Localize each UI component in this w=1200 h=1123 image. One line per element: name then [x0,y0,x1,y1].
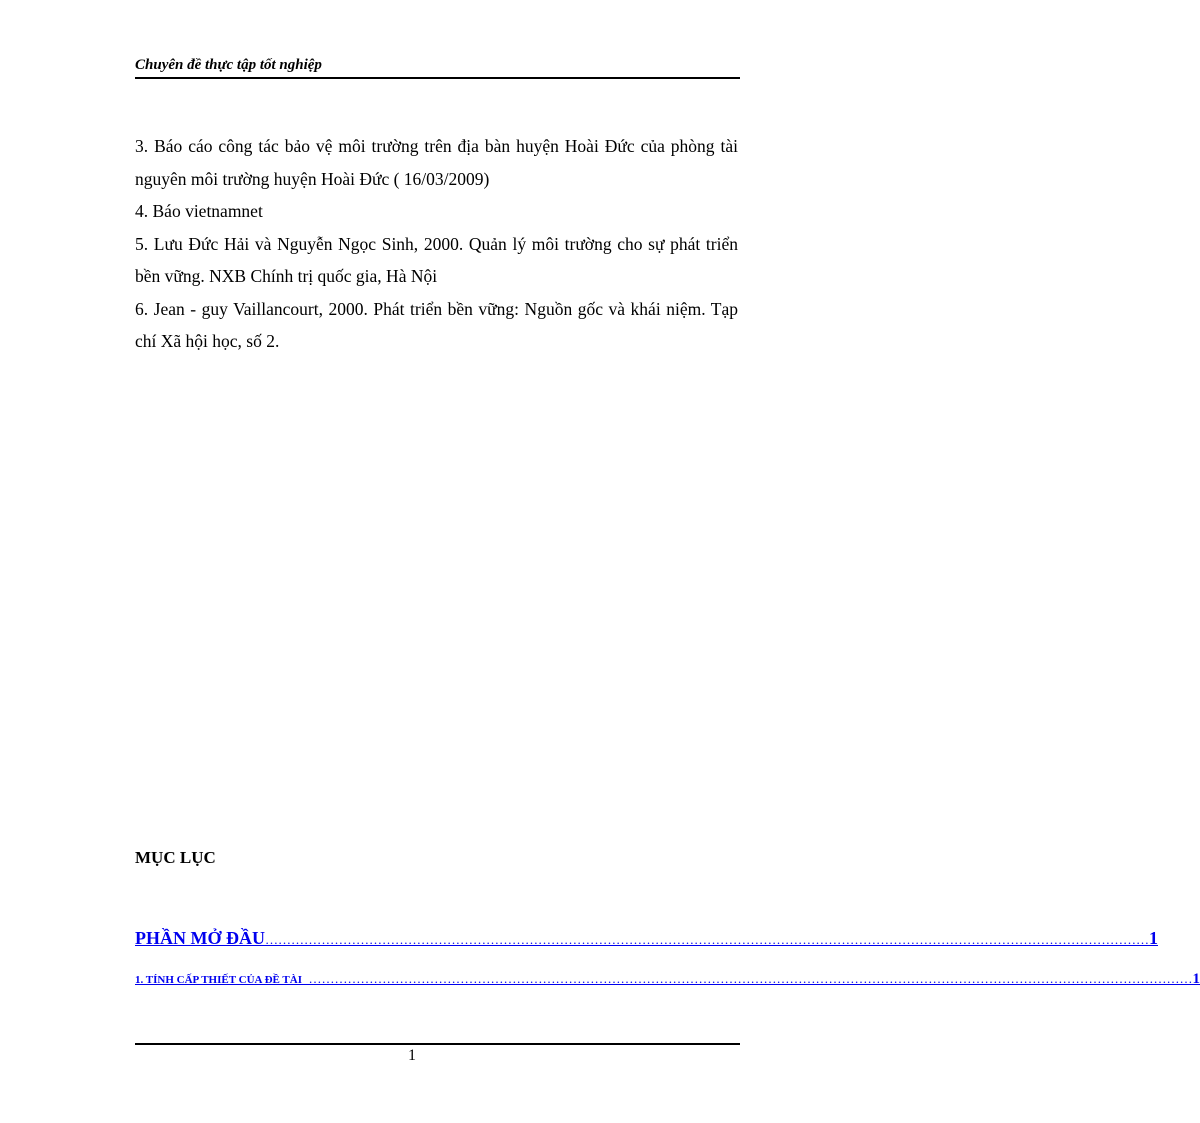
toc-leader-dots: …………………………………………………………………………………………………………………………………………………………………………………… [302,971,1193,986]
page-number: 1 [408,1047,416,1064]
toc-entry-label: PHẦN MỞ ĐẦU [135,928,265,948]
toc-entry-label: 1. TÍNH CẤP THIẾT CỦA ĐỀ TÀI [135,974,302,986]
toc-entry-page: 1 [1148,928,1158,948]
footer-rule [135,1043,740,1045]
reference-item: 5. Lưu Đức Hải và Nguyễn Ngọc Sinh, 2000. Quản lý môi trường cho sự phát triển bền vững. NXB Chính trị quốc gia, Hà Nội [135,233,738,286]
toc-link-tinh-cap-thiet[interactable] [135,971,1200,988]
toc-link-phan-mo-dau[interactable] [135,928,1158,949]
header-rule [135,77,740,79]
toc-leader-dots: …………………………………………………………………………………………………………………………………………………………………………………… [264,932,1149,947]
reference-item: 6. Jean - guy Vaillancourt, 2000. Phát triển bền vững: Nguồn gốc và khái niệm. Tạp chí Xã hội học, số 2. [135,298,738,351]
reference-item: 3. Báo cáo công tác bảo vệ môi trường trên địa bàn huyện Hoài Đức của phòng tài nguyên môi trường huyện Hoài Đức ( 16/03/2009) [135,136,738,189]
header-title: Chuyên đề thực tập tốt nghiệp [135,57,322,73]
toc-title: MỤC LỤC [135,848,216,867]
reference-item: 4. Báo vietnamnet [135,201,263,221]
toc-entry-page: 1 [1192,971,1200,987]
references-list [135,130,738,358]
